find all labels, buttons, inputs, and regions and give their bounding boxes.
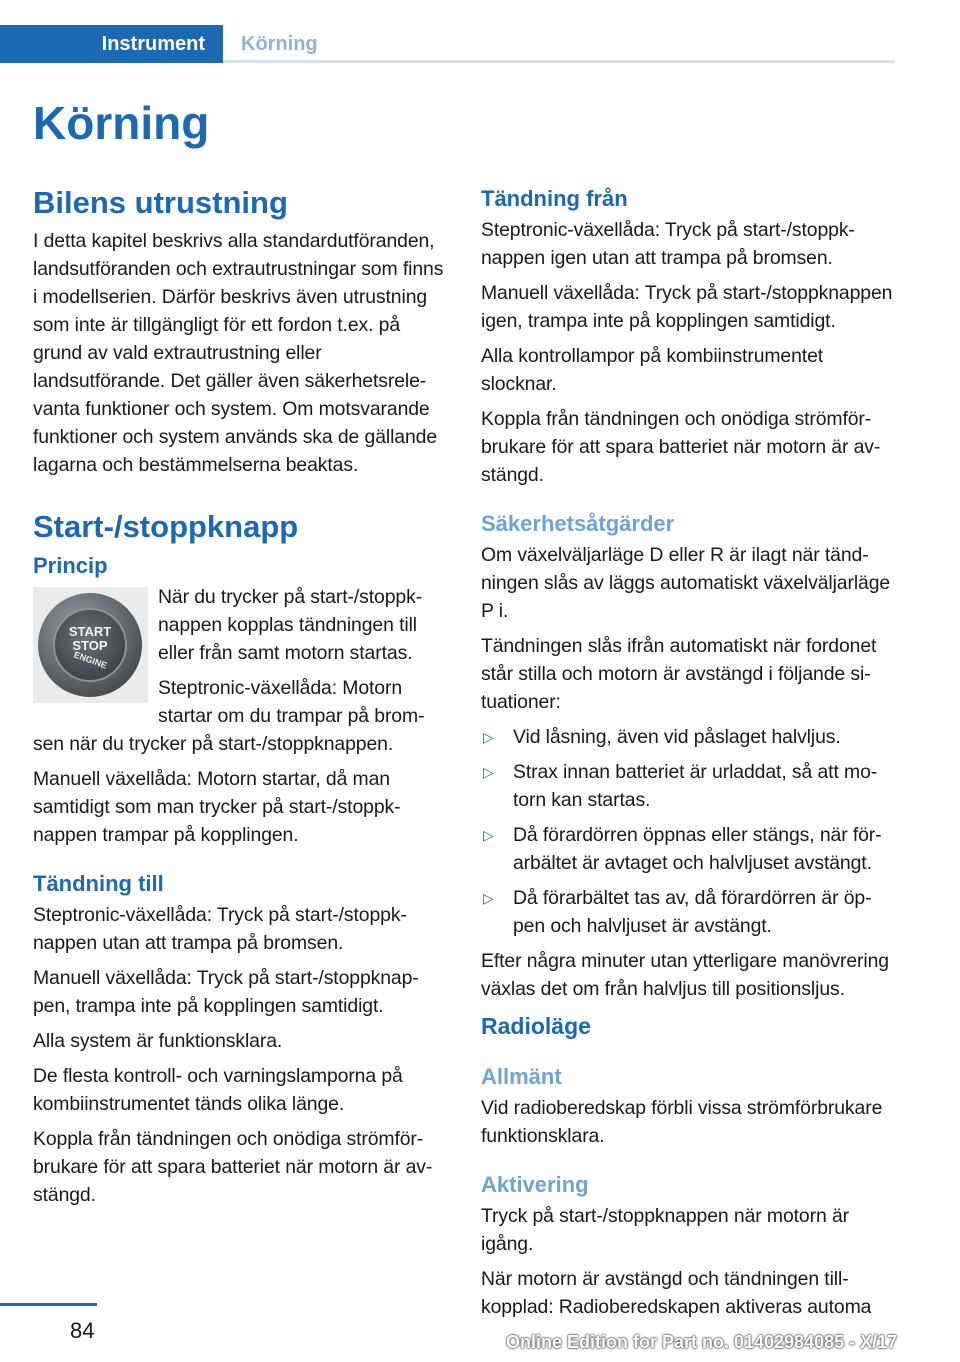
paragraph: Steptronic-växellåda: Tryck på start-/stoppknappen utan att trampa på bromsen.	[33, 904, 407, 954]
tab-korning[interactable]: Körning	[241, 33, 318, 55]
subheading-allmant: Allmänt	[481, 1064, 562, 1089]
footer-rule	[0, 1303, 97, 1306]
engine-label: ENGINE	[72, 648, 109, 671]
paragraph: Om växelväljarläge D eller R är ilagt när tändningen slås av läggs automatiskt växelväljarläge P i.	[481, 544, 891, 622]
paragraph: När motorn är avstängd och tändningen tillkopplad: Radioberedskapen aktiveras automa	[481, 1268, 872, 1318]
header-tabs	[0, 25, 895, 63]
paragraph: Koppla från tändningen och onödiga strömförbrukare för att spara batteriet när motorn är avstängd.	[33, 1128, 433, 1206]
paragraph: Vid radioberedskap förbli vissa strömförbrukare funktionsklara.	[481, 1097, 883, 1147]
left-column	[33, 185, 448, 1216]
subheading-aktivering: Aktivering	[481, 1172, 589, 1197]
triangle-bullet-icon: ▷	[483, 827, 494, 843]
situation-list	[481, 723, 896, 940]
start-stop-button-face	[53, 608, 127, 682]
section-title-radiolage: Radioläge	[481, 1013, 591, 1039]
subheading-tandning-fran: Tändning från	[481, 186, 628, 211]
paragraph: I detta kapitel beskrivs alla standardutföranden, landsutföranden och extrautrustningar som finns i modellserien. Därför beskrivs även utrustning som inte är tillgängligt för ett fordon t.ex. på grund av vald extrautrustning eller landsutförande. Det gäller även säkerhetsrelevanta funktioner och system. Om motsvarande funktioner och system används ska de gällande lagarna och bestämmelserna beaktas.	[33, 230, 444, 476]
subheading-princip: Princip	[33, 553, 108, 578]
list-item	[481, 821, 896, 877]
paragraph: Alla kontrollampor på kombiinstrumentet slocknar.	[481, 345, 824, 395]
page-title: Körning	[33, 97, 210, 149]
list-item-text: Strax innan batteriet är urladdat, så att motorn kan startas.	[513, 761, 878, 811]
paragraph: Manuell växellåda: Tryck på start-/stoppknappen igen, trampa inte på kopplingen samtidigt.	[481, 282, 893, 332]
paragraph: Tändningen slås ifrån automatiskt när fordonet står stilla och motorn är avstängd i följande situationer:	[481, 635, 877, 713]
list-item-text: Då förarbältet tas av, då förardörren är öppen och halvljuset är avstängt.	[513, 887, 872, 937]
list-item	[481, 758, 896, 814]
paragraph: Tryck på start-/stoppknappen när motorn är igång.	[481, 1205, 849, 1255]
subheading-sakerhetsatgarder: Säkerhetsåtgärder	[481, 511, 675, 536]
right-column	[481, 184, 896, 1328]
list-item	[481, 723, 896, 751]
stop-label: STOP	[72, 637, 108, 653]
paragraph: Efter några minuter utan ytterligare manövrering växlas det om från halvljus till positionsljus.	[481, 950, 889, 1000]
princip-figure-block	[33, 583, 448, 758]
start-stop-button-image	[33, 587, 148, 703]
list-item-text: Vid låsning, även vid påslaget halvljus.	[513, 726, 841, 748]
triangle-bullet-icon: ▷	[483, 729, 494, 745]
subheading-tandning-till: Tändning till	[33, 871, 164, 896]
page-number: 84	[70, 1318, 95, 1343]
section-title-bilens-utrustning: Bilens utrustning	[33, 185, 288, 220]
triangle-bullet-icon: ▷	[483, 764, 494, 780]
paragraph: Steptronic-växellåda: Tryck på start-/stoppknappen igen utan att trampa på bromsen.	[481, 219, 855, 269]
section-title-start-stoppknapp: Start-/stoppknapp	[33, 509, 299, 544]
paragraph: Steptronic-växellåda: Motorn startar om du trampar på bromsen när du trycker på start-/stoppknappen.	[33, 677, 425, 755]
triangle-bullet-icon: ▷	[483, 890, 494, 906]
paragraph: De flesta kontroll- och varningslamporna på kombiinstrumentet tänds olika länge.	[33, 1065, 403, 1115]
list-item	[481, 884, 896, 940]
tab-instrument[interactable]: Instrument	[0, 25, 223, 63]
footer-edition-note: Online Edition for Part no. 01402984085 - X/17	[506, 1332, 898, 1352]
paragraph: Koppla från tändningen och onödiga strömförbrukare för att spara batteriet när motorn är avstängd.	[481, 408, 881, 486]
paragraph: Alla system är funktionsklara.	[33, 1030, 283, 1052]
paragraph: Manuell växellåda: Motorn startar, då man samtidigt som man trycker på start-/stoppknappen trampar på kopplingen.	[33, 768, 401, 846]
list-item-text: Då förardörren öppnas eller stängs, när förarbältet är avtaget och halvljuset avstängt.	[513, 824, 882, 874]
paragraph: När du trycker på start-/stoppknappen kopplas tändningen till eller från samt motorn startas.	[158, 586, 423, 664]
start-stop-button-outer	[38, 593, 142, 697]
start-label: START	[68, 623, 112, 639]
paragraph: Manuell växellåda: Tryck på start-/stoppknappen, trampa inte på kopplingen samtidigt.	[33, 967, 419, 1017]
